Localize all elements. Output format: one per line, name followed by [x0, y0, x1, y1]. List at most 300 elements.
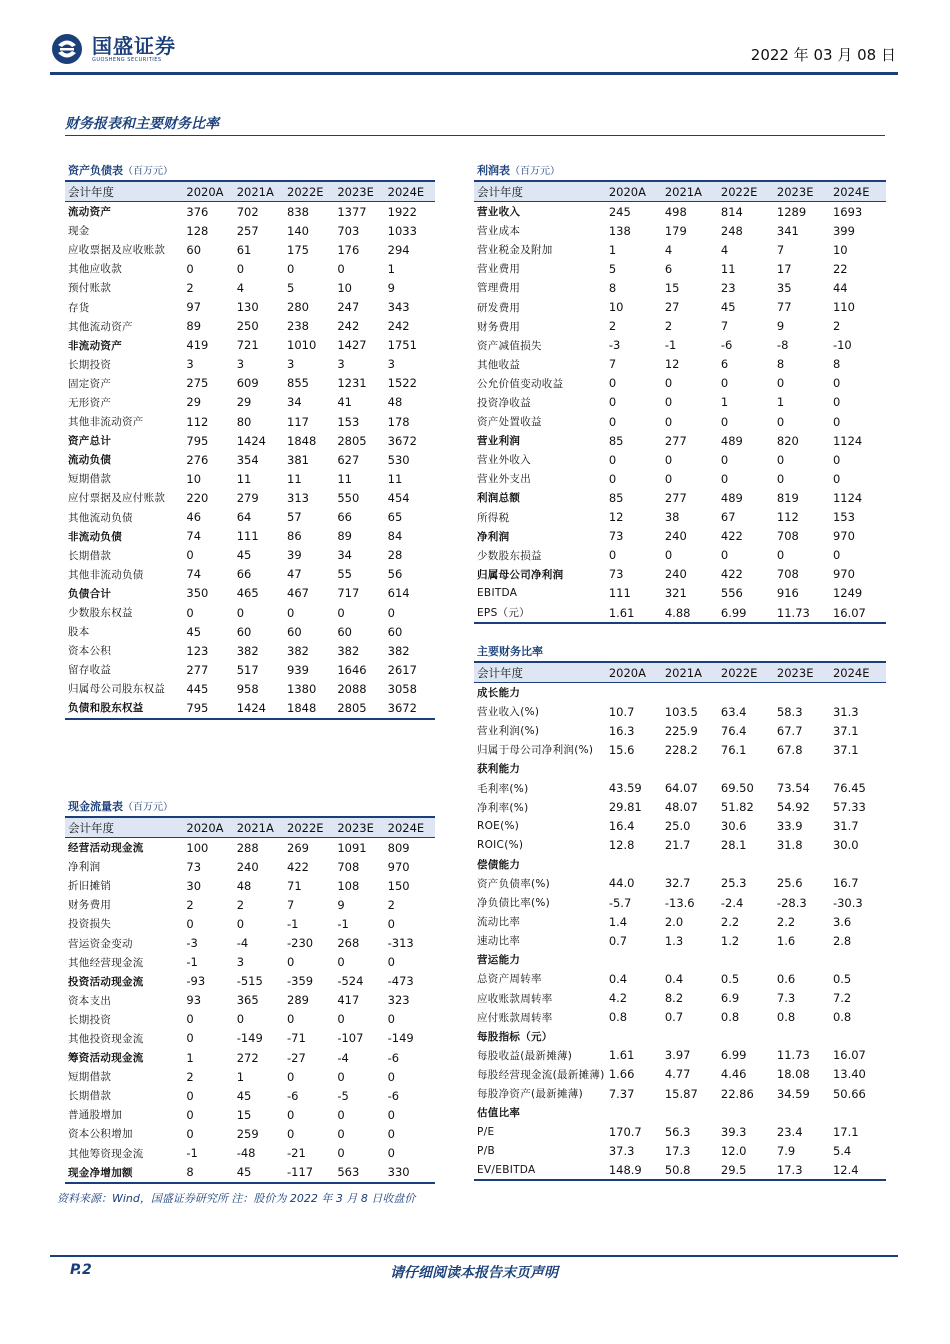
cell-value: 0	[664, 471, 673, 486]
cell-value: 45	[720, 300, 736, 315]
cell-value	[718, 1103, 774, 1122]
table-row	[65, 412, 435, 431]
table-row	[474, 874, 886, 893]
cell-value: 22.86	[720, 1086, 754, 1101]
cell-value: 422	[720, 567, 743, 582]
cell-value: 150	[387, 878, 410, 893]
cell-value: -13.6	[664, 895, 695, 910]
cell-value: -27	[287, 1050, 306, 1065]
year-header: 2024E	[387, 184, 425, 199]
row-label: 其他投资现金流	[68, 1032, 144, 1045]
row-label: 少数股东权益	[68, 607, 133, 620]
cell-value: -4	[337, 1050, 349, 1065]
row-label: 资本公积增加	[68, 1128, 133, 1141]
cell-value: 16.07	[832, 1048, 866, 1063]
cell-value: -3	[608, 338, 621, 353]
cell-value: 3.97	[664, 1048, 691, 1063]
cell-value: 250	[236, 319, 259, 334]
cell-value	[606, 950, 662, 969]
row-label: 归属母公司净利润	[477, 568, 564, 581]
cell-value: 58.3	[776, 704, 803, 719]
cell-value: 17.3	[776, 1162, 803, 1177]
cell-value: 4.77	[664, 1067, 691, 1082]
cell-value: 1124	[832, 490, 863, 505]
table-row	[474, 1008, 886, 1027]
cell-value: 1377	[337, 204, 367, 219]
cell-value: 382	[287, 643, 309, 658]
year-header: 2021A	[664, 184, 702, 199]
row-label: 营业成本	[477, 225, 521, 238]
cell-value: 41	[337, 395, 352, 410]
row-label: 营业费用	[477, 263, 521, 276]
table-row	[65, 374, 435, 393]
cell-value: 48	[236, 878, 252, 893]
table-row	[474, 759, 886, 778]
cell-value: 64	[236, 510, 252, 525]
cell-value: 25.3	[720, 876, 747, 891]
row-label: 现金	[68, 225, 90, 238]
row-label: 股本	[68, 626, 90, 639]
year-header: 2020A	[608, 665, 646, 680]
cell-value: 0	[387, 1126, 395, 1141]
row-label: 成长能力	[477, 687, 521, 700]
cell-value: 2	[186, 280, 194, 295]
cell-value: 32.7	[664, 876, 691, 891]
table-row	[65, 431, 435, 450]
table-row	[65, 508, 435, 527]
cell-value: 0	[236, 605, 245, 620]
cell-value: 71	[287, 878, 302, 893]
cell-value: 381	[287, 452, 309, 467]
year-header: 2023E	[776, 665, 814, 680]
table-row	[474, 1141, 886, 1160]
row-label: 获利能力	[477, 763, 521, 776]
cell-value: 3	[287, 357, 295, 372]
row-label: 长期投资	[68, 1013, 112, 1026]
cell-value: 179	[664, 223, 687, 238]
cell-value: 48	[387, 395, 403, 410]
cell-value	[606, 683, 662, 703]
cell-value: 276	[186, 452, 209, 467]
cell-value: 84	[387, 529, 403, 544]
row-label: 其他经营现金流	[68, 956, 144, 969]
table-row	[65, 1105, 435, 1124]
row-label: 每股收益(最新摊薄)	[477, 1049, 573, 1062]
cell-value: 7	[776, 242, 785, 257]
table-row	[474, 1122, 886, 1141]
cell-value	[662, 950, 718, 969]
table-row	[65, 953, 435, 972]
cell-value: 3058	[387, 681, 417, 696]
table-row	[474, 527, 886, 546]
cell-value: 67	[720, 510, 736, 525]
cell-value: -1	[664, 338, 677, 353]
cell-value: 140	[287, 223, 309, 238]
row-label: 营业利润	[477, 435, 521, 448]
cell-value	[718, 759, 774, 778]
year-header: 2022E	[287, 184, 324, 199]
cell-value: 454	[387, 490, 410, 505]
year-header: 2022E	[720, 665, 758, 680]
cell-value: 60	[236, 624, 252, 639]
cell-value: -5.7	[608, 895, 632, 910]
cell-value: 2.2	[776, 914, 796, 929]
year-header: 2023E	[337, 820, 374, 835]
cell-value: 1	[608, 242, 617, 257]
cell-value: 34	[287, 395, 302, 410]
table-row	[474, 565, 886, 584]
cell-value: 0	[186, 1088, 194, 1103]
table-row	[474, 1046, 886, 1065]
row-label: 总资产周转率	[477, 973, 542, 986]
row-label: 资本支出	[68, 994, 112, 1007]
cell-value: 176	[337, 242, 360, 257]
cell-value: 240	[664, 529, 687, 544]
cell-value: 29.81	[608, 800, 642, 815]
row-label: 流动负债	[68, 454, 112, 467]
row-label: 管理费用	[477, 282, 521, 295]
table-row	[474, 817, 886, 836]
cell-value: 39.3	[720, 1124, 747, 1139]
cell-value: 350	[186, 586, 209, 601]
cell-value: 8	[608, 280, 617, 295]
row-label: 财务费用	[68, 899, 112, 912]
table-row	[65, 565, 435, 584]
data-table	[474, 180, 886, 624]
row-label: 净利润	[477, 530, 510, 543]
cell-value: 11	[387, 471, 403, 486]
cell-value: 0	[387, 605, 395, 620]
row-label: 其他应收款	[68, 263, 122, 276]
cell-value: 0	[236, 916, 245, 931]
table-title	[474, 162, 886, 180]
cell-value: 138	[608, 223, 631, 238]
cell-value: 1091	[337, 840, 367, 855]
cell-value: 627	[337, 452, 360, 467]
table-unit: （百万元）	[510, 166, 560, 177]
cell-value: 11.73	[776, 605, 810, 620]
table-row	[474, 989, 886, 1008]
table-row	[65, 336, 435, 355]
section-title: 财务报表和主要财务比率	[65, 113, 885, 136]
cell-value: 85	[608, 490, 624, 505]
cell-value: 0	[720, 548, 729, 563]
cell-value: 45	[236, 548, 252, 563]
row-label: 净负债比率(%)	[477, 897, 551, 910]
cell-value: 422	[287, 859, 309, 874]
year-header: 2023E	[337, 184, 374, 199]
cell-value: 12	[608, 510, 624, 525]
table-header-row	[65, 817, 435, 838]
cell-value: 35	[776, 280, 792, 295]
year-header: 2024E	[832, 665, 870, 680]
cell-value: 465	[236, 586, 259, 601]
table-row	[474, 259, 886, 278]
cell-value: 56.3	[664, 1124, 691, 1139]
cell-value: 44	[832, 280, 848, 295]
table-row	[65, 393, 435, 412]
cell-value: 37.1	[832, 723, 859, 738]
cell-value: -524	[337, 974, 364, 989]
row-label: 其他非流动负债	[68, 568, 144, 581]
table-header-row	[65, 181, 435, 202]
cell-value: 15	[664, 280, 680, 295]
row-label: 投资净收益	[477, 396, 531, 409]
cell-value: 795	[186, 433, 209, 448]
cell-value: 814	[720, 204, 743, 219]
table-row	[474, 584, 886, 603]
cell-value: 110	[832, 300, 855, 315]
cell-value: 27	[664, 300, 680, 315]
cell-value: 112	[186, 414, 209, 429]
table-row	[65, 972, 435, 991]
cell-value: 3672	[387, 700, 417, 715]
cell-value: 259	[236, 1126, 259, 1141]
row-label: 营运资金变动	[68, 937, 133, 950]
cell-value: 0	[832, 395, 841, 410]
table-row	[474, 202, 886, 222]
table-row	[474, 702, 886, 721]
cell-value: -10	[832, 338, 852, 353]
cell-value: 80	[236, 414, 252, 429]
cell-value: 18.08	[776, 1067, 810, 1082]
cell-value: 6.9	[720, 991, 740, 1006]
cell-value: 45	[236, 1088, 252, 1103]
row-label: 偿债能力	[477, 858, 521, 871]
table-title	[65, 162, 435, 180]
cell-value: 34.59	[776, 1086, 810, 1101]
cell-value: 57.33	[832, 800, 866, 815]
cell-value: 39	[287, 548, 302, 563]
cell-value: 7.3	[776, 991, 796, 1006]
row-label: 毛利率(%)	[477, 782, 529, 795]
table-row	[65, 1163, 435, 1183]
cell-value: 0	[186, 1031, 194, 1046]
header-label: 会计年度	[477, 184, 523, 199]
cell-value: 73	[186, 859, 202, 874]
cell-value	[606, 1103, 662, 1122]
table-row	[65, 603, 435, 622]
row-label: 筹资活动现金流	[68, 1052, 144, 1065]
row-label: 应付票据及应付账款	[68, 492, 166, 505]
cell-value: 530	[387, 452, 410, 467]
cell-value: 343	[387, 300, 410, 315]
cell-value: 1.61	[608, 1048, 635, 1063]
table-row	[474, 469, 886, 488]
cell-value: 717	[337, 586, 360, 601]
cell-value: 248	[720, 223, 743, 238]
row-label: 营业外收入	[477, 454, 531, 467]
row-label: 普通股增加	[68, 1109, 122, 1122]
table-row	[474, 950, 886, 969]
cell-value: 7.2	[832, 991, 852, 1006]
cell-value: 10	[608, 300, 624, 315]
cell-value: 563	[337, 1165, 360, 1180]
row-label: 投资活动现金流	[68, 975, 144, 988]
table-row	[65, 1067, 435, 1086]
row-label: 短期借款	[68, 1071, 112, 1084]
cell-value: -6	[287, 1088, 299, 1103]
table-row	[65, 527, 435, 546]
cell-value: 6	[720, 357, 729, 372]
cell-value: 0	[664, 548, 673, 563]
table-row	[65, 240, 435, 259]
cell-value	[718, 683, 774, 703]
row-label: 资产处置收益	[477, 416, 542, 429]
cell-value: 0	[236, 1012, 245, 1027]
cell-value: 7.9	[776, 1143, 796, 1158]
table-row	[65, 641, 435, 660]
cell-value: 30.0	[832, 838, 859, 853]
table-row	[474, 508, 886, 527]
cell-value: 0	[337, 955, 345, 970]
cell-value: 820	[776, 433, 799, 448]
cell-value: -230	[287, 936, 314, 951]
cell-value: 0	[608, 395, 617, 410]
cell-value: 708	[337, 859, 360, 874]
row-label: 利润总额	[477, 492, 521, 505]
cell-value: 0	[287, 1012, 295, 1027]
cell-value: 294	[387, 242, 410, 257]
table-row	[474, 240, 886, 259]
cell-value: 2	[608, 319, 617, 334]
cell-value: 170.7	[608, 1124, 642, 1139]
cell-value	[662, 1103, 718, 1122]
cell-value: -473	[387, 974, 414, 989]
cell-value: -1	[337, 916, 349, 931]
table-row	[65, 355, 435, 374]
cell-value: 0	[720, 376, 729, 391]
cell-value: -48	[236, 1146, 256, 1161]
table-row	[474, 798, 886, 817]
cell-value: 1	[776, 395, 785, 410]
cell-value: 2	[186, 897, 194, 912]
cell-value: 0	[664, 376, 673, 391]
cell-value: 112	[776, 510, 799, 525]
table-row	[65, 278, 435, 297]
table-row	[474, 278, 886, 297]
row-label: P/E	[477, 1125, 495, 1138]
cell-value: -1	[287, 916, 299, 931]
source-note: 资料来源：Wind，国盛证券研究所 注：股价为 2022 年 3 月 8 日收盘价	[57, 1192, 416, 1205]
cell-value: 0.7	[664, 1010, 684, 1025]
row-label: 资产减值损失	[477, 339, 542, 352]
cell-value: 3	[236, 955, 245, 970]
row-label: 资产负债率(%)	[477, 877, 551, 890]
cell-value: 0	[287, 1126, 295, 1141]
cell-value: 275	[186, 376, 209, 391]
row-label: 归属于母公司净利润(%)	[477, 744, 594, 757]
cell-value: 60	[387, 624, 403, 639]
cell-value: 178	[387, 414, 410, 429]
row-label: 营业收入(%)	[477, 706, 540, 719]
cell-value: 382	[387, 643, 410, 658]
table-row	[65, 469, 435, 488]
cell-value: 354	[236, 452, 259, 467]
table-row	[65, 698, 435, 718]
cell-value: 0	[832, 452, 841, 467]
cell-value: 0.8	[776, 1010, 796, 1025]
table-row	[474, 431, 886, 450]
cell-value: 257	[236, 223, 259, 238]
cell-value: 21.7	[664, 838, 691, 853]
row-label: 资产总计	[68, 435, 112, 448]
year-header: 2023E	[776, 184, 814, 199]
cell-value: 6.99	[720, 1048, 747, 1063]
cell-value: 0	[337, 261, 345, 276]
cell-value	[662, 1027, 718, 1046]
cell-value: 0.4	[664, 971, 684, 986]
cell-value: 795	[186, 700, 209, 715]
cell-value: 240	[236, 859, 259, 874]
cell-value: 44.0	[608, 876, 635, 891]
page-header	[50, 28, 898, 75]
cell-value: 703	[337, 223, 360, 238]
cell-value: 8	[186, 1165, 194, 1180]
cell-value: 2617	[387, 662, 417, 677]
cell-value: 0.4	[608, 971, 628, 986]
cell-value: 15.87	[664, 1086, 698, 1101]
cell-value: 76.4	[720, 723, 747, 738]
cell-value: 128	[186, 223, 209, 238]
cell-value: 247	[337, 300, 360, 315]
row-label: 负债合计	[68, 587, 112, 600]
cell-value: 1.66	[608, 1067, 635, 1082]
table-row	[65, 1048, 435, 1067]
cell-value: 280	[287, 300, 309, 315]
report-date: 2022 年 03 月 08 日	[750, 46, 896, 64]
cell-value: 51.82	[720, 800, 754, 815]
cell-value	[718, 950, 774, 969]
cell-value: -359	[287, 974, 314, 989]
row-label: 折旧摊销	[68, 880, 112, 893]
cell-value: 708	[776, 567, 799, 582]
table-row	[474, 450, 886, 469]
cell-value: 1427	[337, 338, 367, 353]
row-label: EPS（元）	[477, 607, 530, 620]
cell-value: 242	[387, 319, 410, 334]
row-label: EV/EBITDA	[477, 1163, 536, 1176]
table-title	[65, 798, 435, 816]
cell-value: 970	[387, 859, 410, 874]
cell-value: 148.9	[608, 1162, 642, 1177]
row-label: 财务费用	[477, 320, 521, 333]
table-row	[474, 931, 886, 950]
table-row	[65, 991, 435, 1010]
cell-value: 76.1	[720, 742, 747, 757]
cell-value: 2	[387, 897, 395, 912]
table-row	[474, 1027, 886, 1046]
cell-value: 1646	[337, 662, 367, 677]
cell-value: 0	[608, 452, 617, 467]
table-row	[474, 912, 886, 931]
cell-value: -8	[776, 338, 789, 353]
cell-value: 550	[337, 490, 360, 505]
row-label: 营业收入	[477, 206, 521, 219]
table-row	[65, 259, 435, 278]
table-row	[474, 412, 886, 431]
cell-value: 2.0	[664, 914, 684, 929]
financial-ratios-table	[474, 643, 886, 1181]
cell-value: 25.6	[776, 876, 803, 891]
cell-value: 242	[337, 319, 360, 334]
cell-value: -6	[387, 1088, 400, 1103]
cell-value: 0	[664, 395, 673, 410]
cell-value: 0	[387, 1012, 395, 1027]
cell-value: -117	[287, 1165, 314, 1180]
table-row	[65, 660, 435, 679]
cell-value	[830, 683, 886, 703]
